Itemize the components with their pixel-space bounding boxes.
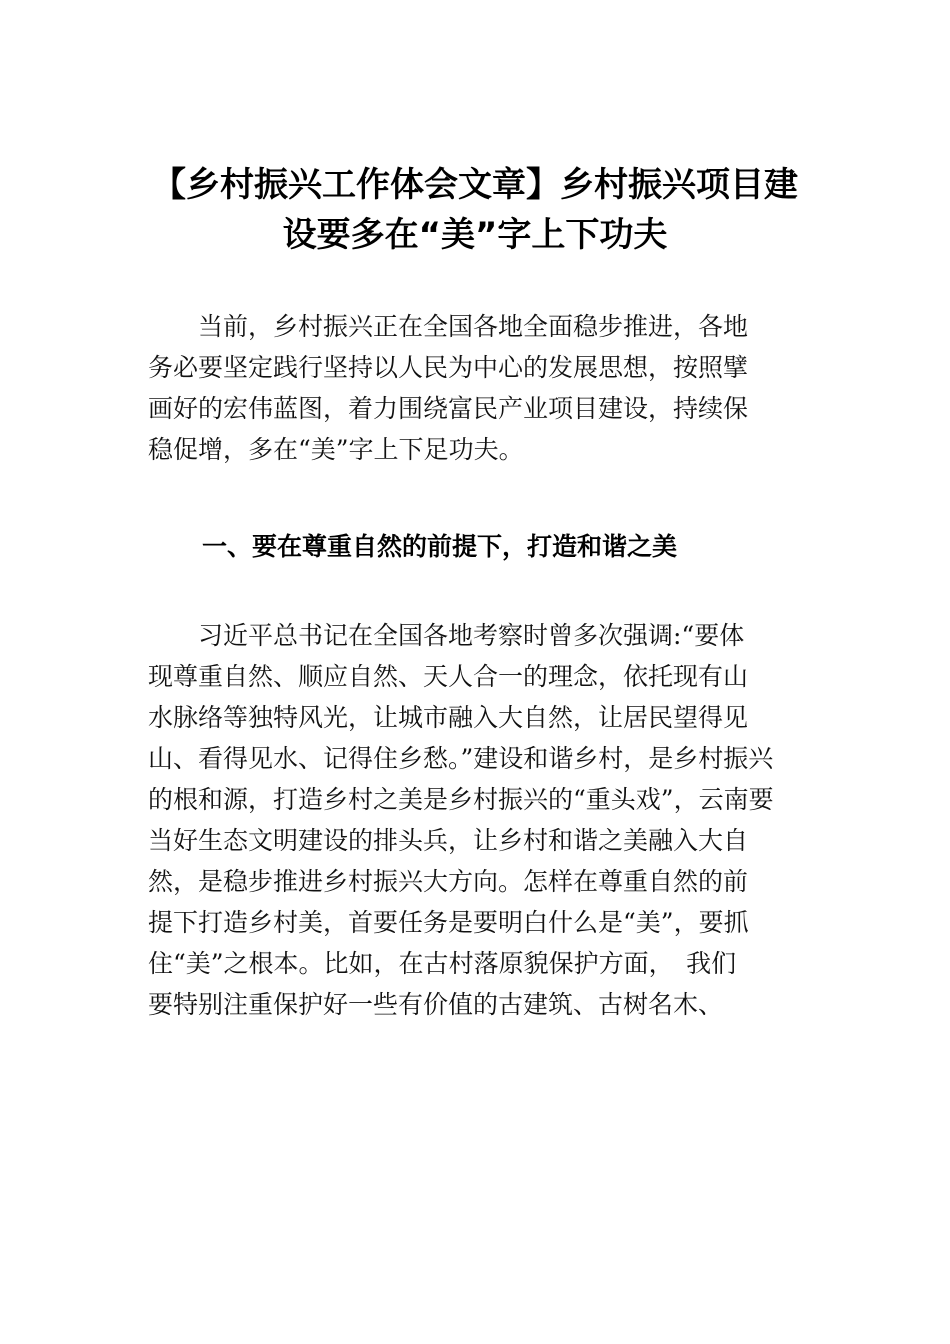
text-line: 山、看得见水、记得住乡愁。”建设和谐乡村，是乡村振兴 (148, 744, 774, 773)
section-heading: 一、要在尊重自然的前提下，打造和谐之美 (202, 532, 678, 561)
text-line: 要特别注重保护好一些有价值的古建筑、古树名木、 (148, 990, 724, 1019)
text-line: 然，是稳步推进乡村振兴大方向。怎样在尊重自然的前 (148, 867, 749, 896)
intro-paragraph (148, 306, 823, 470)
text-line: 务必要坚定践行坚持以人民为中心的发展思想，按照擘 (148, 353, 749, 382)
text-line: 稳促增，多在“美”字上下足功夫。 (148, 435, 524, 464)
text-line: 提下打造乡村美，首要任务是要明白什么是“美”，要抓 (148, 908, 749, 937)
section-paragraph (148, 615, 823, 1025)
text-line: 的根和源，打造乡村之美是乡村振兴的“重头戏”，云南要 (148, 785, 774, 814)
text-line: 习近平总书记在全国各地考察时曾多次强调:“要体 (148, 621, 745, 650)
article-title (140, 160, 810, 260)
text-line: 水脉络等独特风光，让城市融入大自然，让居民望得见 (148, 703, 749, 732)
text-line: 现尊重自然、顺应自然、天人合一的理念，依托现有山 (148, 662, 749, 691)
title-line-2: 设要多在“美”字上下功夫 (282, 215, 668, 255)
text-line: 当好生态文明建设的排头兵，让乡村和谐之美融入大自 (148, 826, 749, 855)
title-line-1: 【乡村振兴工作体会文章】乡村振兴项目建 (152, 165, 798, 205)
text-line: 住“美”之根本。比如，在古村落原貌保护方面， 我们 (148, 949, 737, 978)
text-line: 当前，乡村振兴正在全国各地全面稳步推进，各地 (148, 312, 749, 341)
text-line: 画好的宏伟蓝图，着力围绕富民产业项目建设，持续保 (148, 394, 749, 423)
